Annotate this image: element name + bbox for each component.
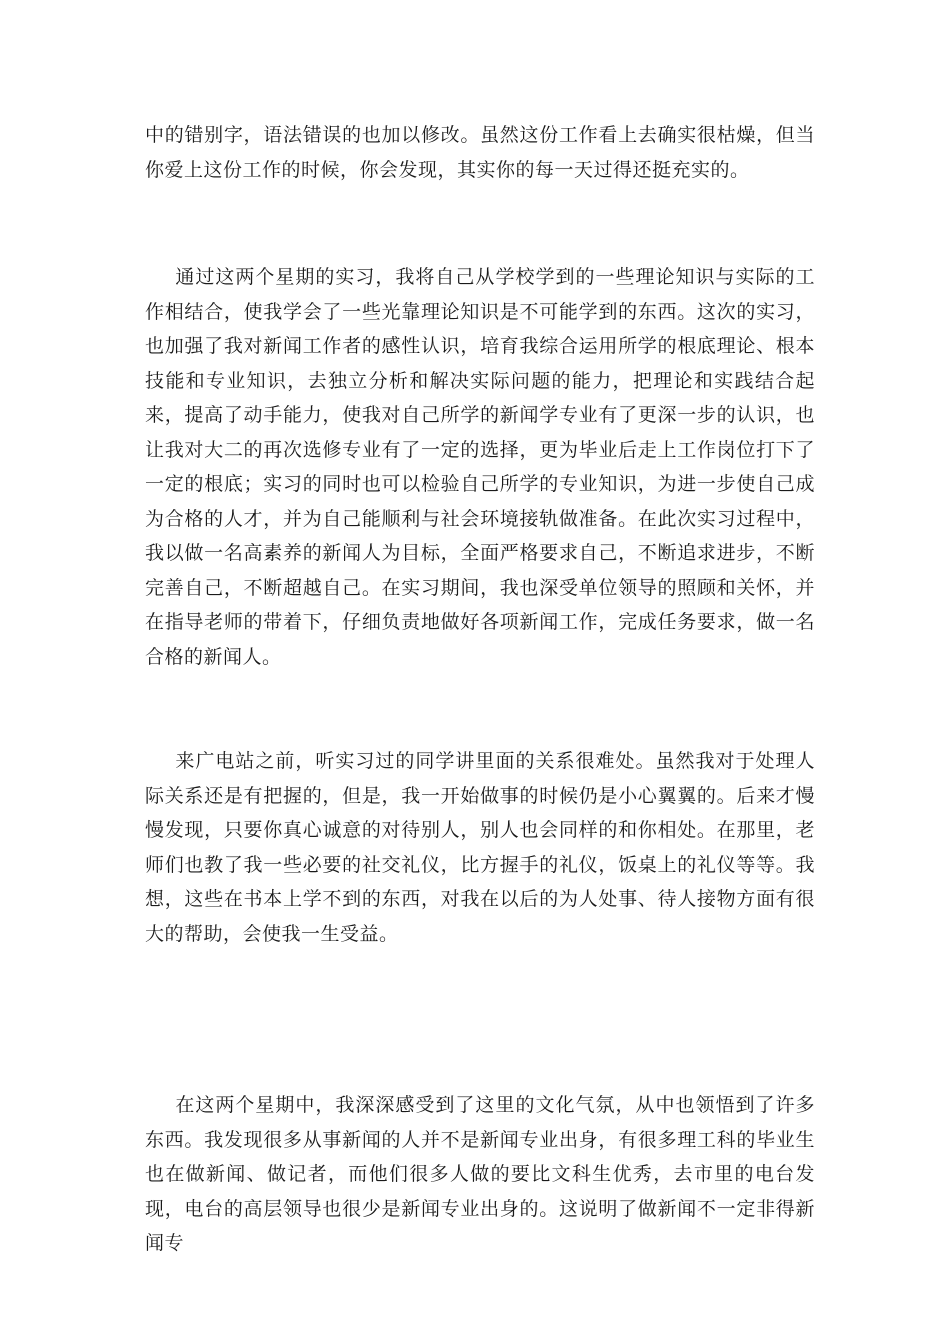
paragraph-continued: 中的错别字，语法错误的也加以修改。虽然这份工作看上去确实很枯燥，但当你爱上这份工作的时候，你会发现，其实你的每一天过得还挺充实的。 [145, 124, 815, 181]
paragraph-internship-summary: 通过这两个星期的实习，我将自己从学校学到的一些理论知识与实际的工作相结合，使我学会了一些光靠理论知识是不可能学到的东西。这次的实习，也加强了我对新闻工作者的感性认识，培育我综合运用所学的根底理论、根本技能和专业知识，去独立分析和解决实际问题的能力，把理论和实践结合起来，提高了动手能力，使我对自己所学的新闻学专业有了更深一步的认识，也让我对大二的再次选修专业有了一定的选择，更为毕业后走上工作岗位打下了一定的根底；实习的同时也可以检验自己所学的专业知识，为进一步使自己成为合格的人才，并为自己能顺利与社会环境接轨做准备。在此次实习过程中，我以做一名高素养的新闻人为目标，全面严格要求自己，不断追求进步，不断完善自己，不断超越自己。在实习期间，我也深受单位领导的照顾和关怀，并在指导老师的带着下，仔细负责地做好各项新闻工作，完成任务要求，做一名合格的新闻人。 [145, 266, 815, 668]
paragraph-culture: 在这两个星期中，我深深感受到了这里的文化气氛，从中也领悟到了许多东西。我发现很多从事新闻的人并不是新闻专业出身，有很多理工科的毕业生也在做新闻、做记者，而他们很多人做的要比文科生优秀，去市里的电台发现，电台的高层领导也很少是新闻专业出身的。这说明了做新闻不一定非得新闻专 [145, 1094, 815, 1254]
paragraph-relationships: 来广电站之前，听实习过的同学讲里面的关系很难处。虽然我对于处理人际关系还是有把握的，但是，我一开始做事的时候仍是小心翼翼的。后来才慢慢发现，只要你真心诚意的对待别人，别人也会同样的和你相处。在那里，老师们也教了我一些必要的社交礼仪，比方握手的礼仪，饭桌上的礼仪等等。我想，这些在书本上学不到的东西，对我在以后的为人处事、待人接物方面有很大的帮助，会使我一生受益。 [145, 750, 815, 945]
